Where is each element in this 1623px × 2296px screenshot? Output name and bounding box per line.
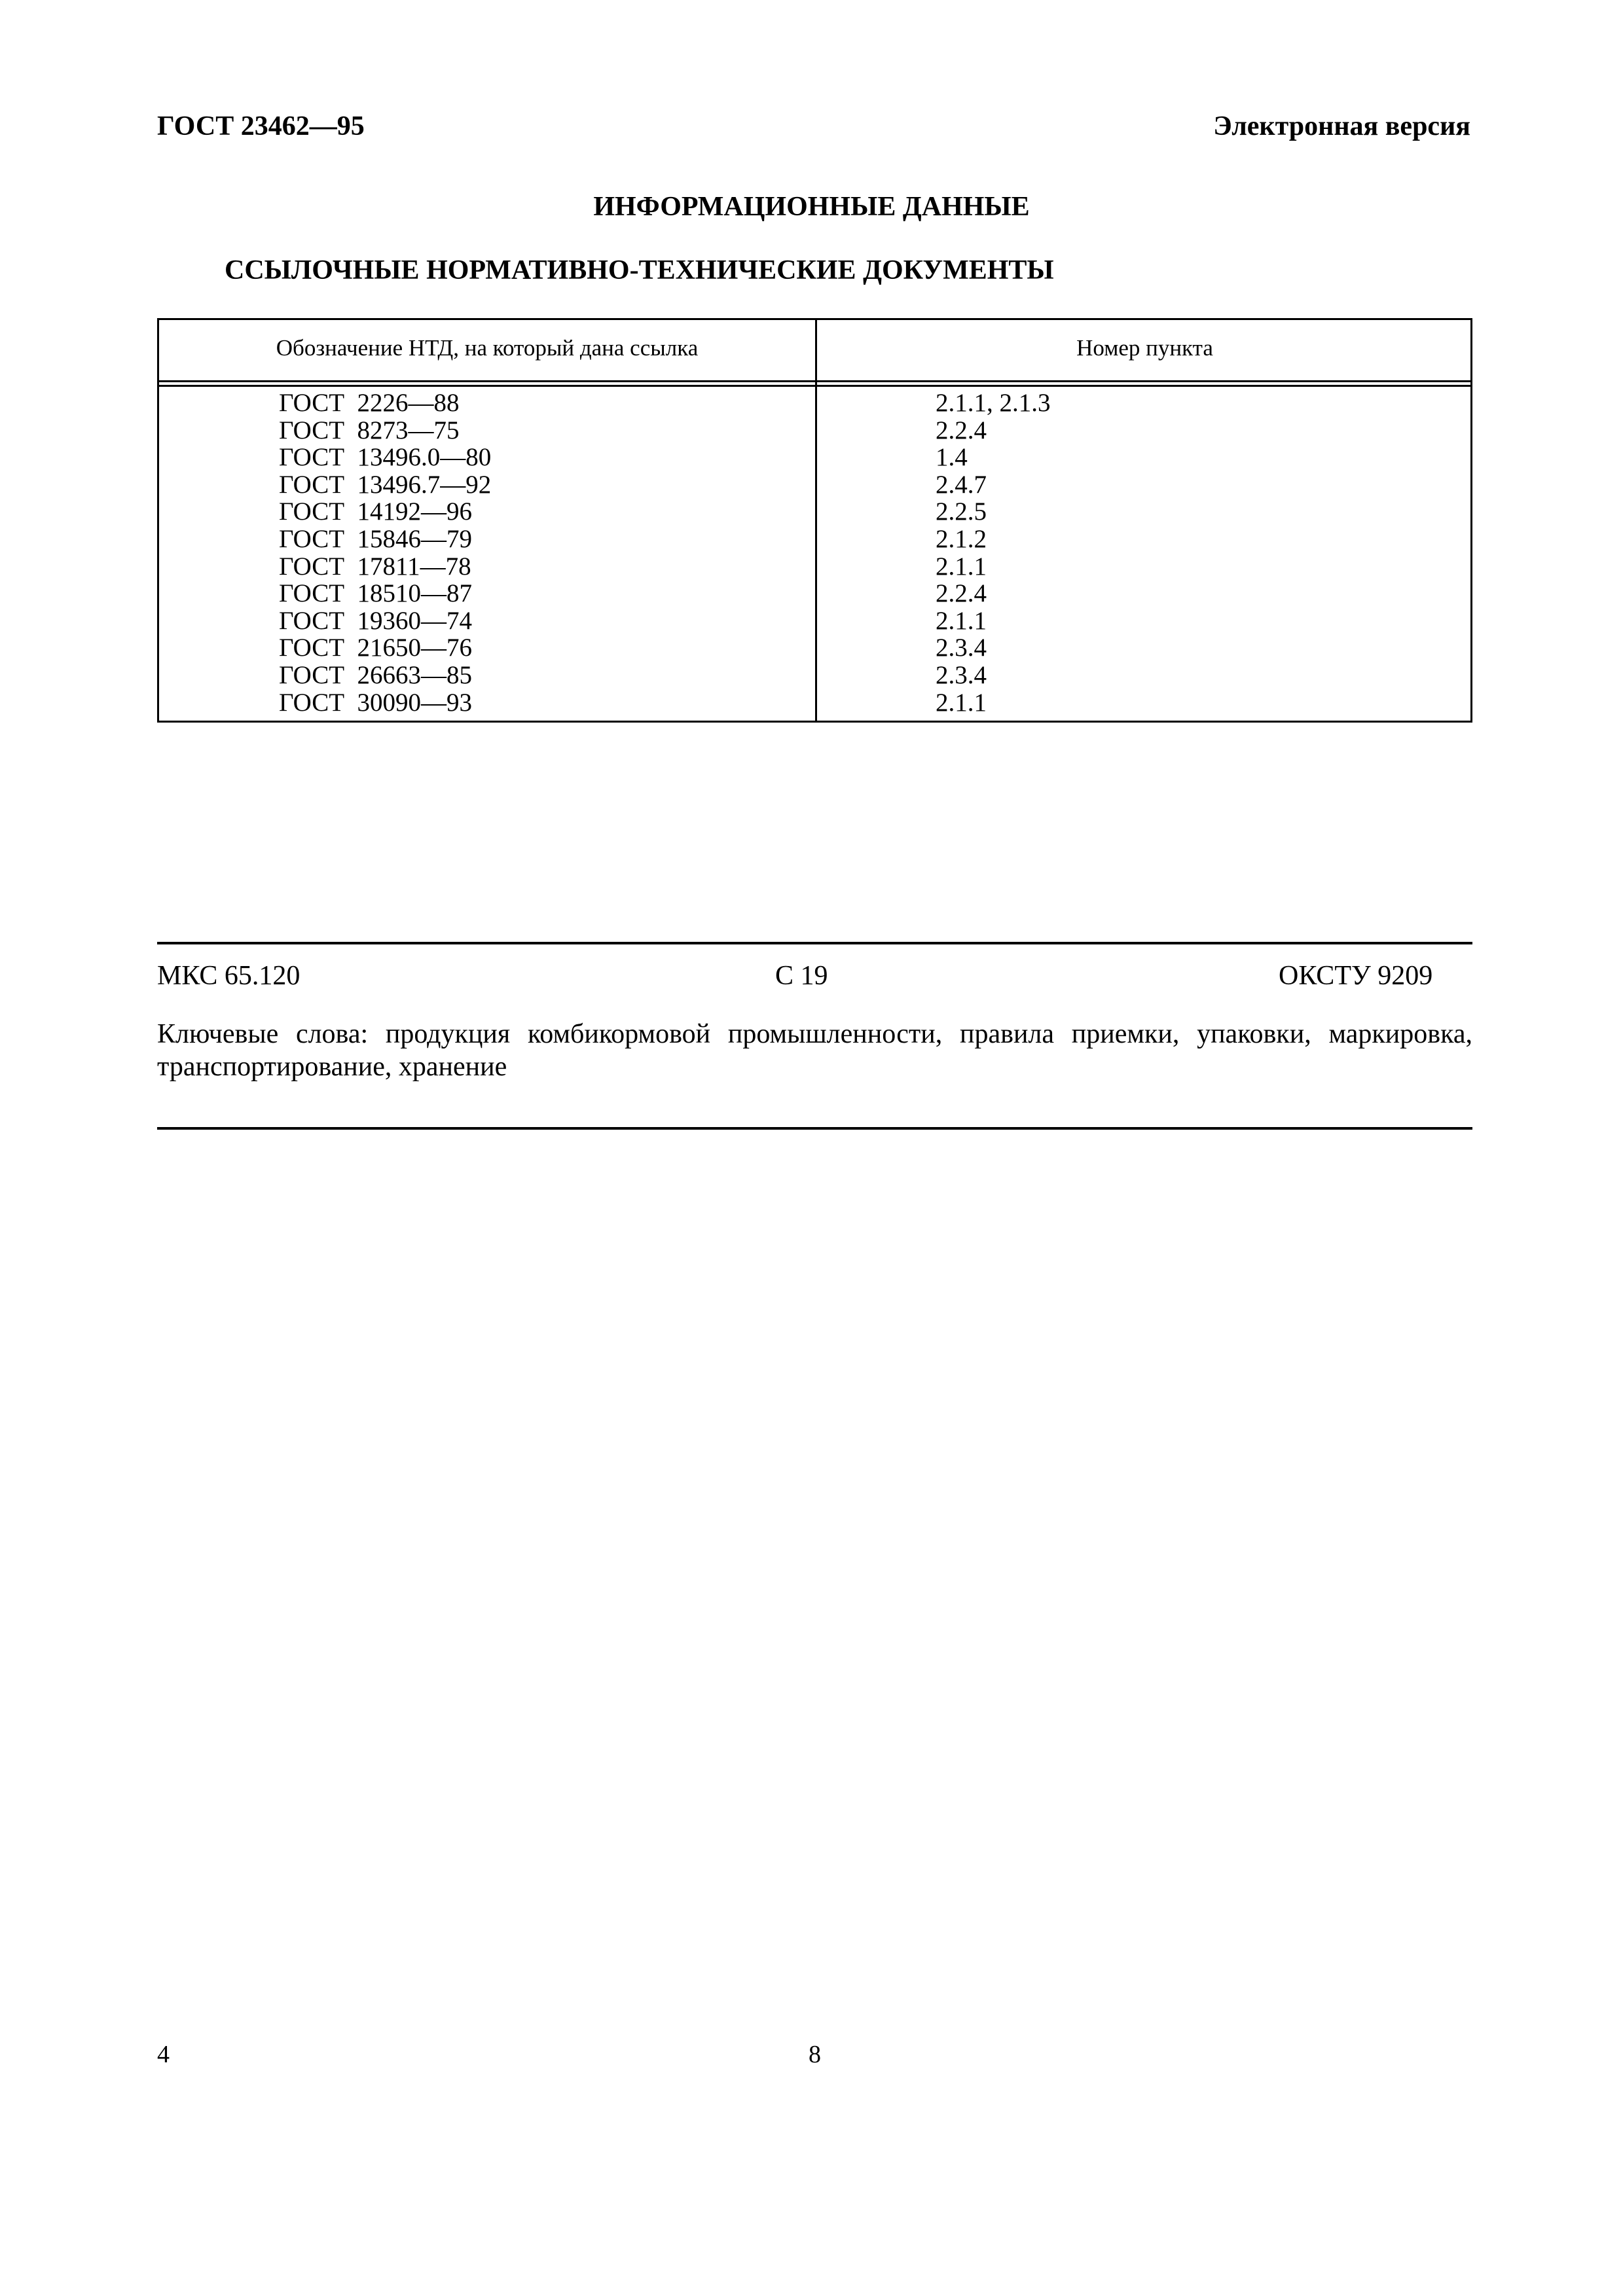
column-header-clause: Номер пункта: [1076, 335, 1213, 361]
clause-number: 2.1.1: [936, 606, 987, 635]
group-code: С 19: [775, 961, 828, 991]
clause-number: 2.4.7: [936, 470, 987, 499]
clause-number: 2.1.1, 2.1.3: [936, 389, 1051, 417]
document-designation: ГОСТ 19360—74: [279, 606, 473, 635]
footer-left-number: 4: [157, 2041, 170, 2068]
document-designation: ГОСТ 21650—76: [279, 634, 473, 662]
document-designation: ГОСТ 2226—88: [279, 389, 460, 417]
okstu-code: ОКСТУ 9209: [1279, 961, 1433, 991]
clause-number: 2.3.4: [936, 660, 987, 689]
clause-number: 2.2.5: [936, 497, 987, 526]
document-designation: ГОСТ 13496.7—92: [279, 470, 492, 499]
divider-bottom: [157, 1127, 1472, 1130]
document-designation: ГОСТ 14192—96: [279, 497, 473, 526]
document-designation: ГОСТ 17811—78: [279, 552, 471, 581]
version-label: Электронная версия: [1213, 111, 1470, 141]
clause-number: 2.2.4: [936, 416, 987, 444]
section-title: ИНФОРМАЦИОННЫЕ ДАННЫЕ: [593, 192, 1030, 222]
document-designation: ГОСТ 13496.0—80: [279, 443, 492, 472]
keywords: Ключевые слова: продукция комбикормовой промышленности, правила приемки, упаковки, маркировка, транспортирование, хранение: [157, 1019, 1472, 1082]
page-number: 8: [809, 2041, 821, 2068]
document-list: [279, 389, 491, 716]
mks-code: МКС 65.120: [157, 961, 301, 991]
document-designation: ГОСТ 18510—87: [279, 579, 473, 608]
clause-list: [936, 389, 1051, 716]
header-rule: [159, 380, 1470, 382]
clause-number: 2.2.4: [936, 579, 987, 608]
divider-top: [157, 942, 1472, 944]
clause-number: 2.3.4: [936, 634, 987, 662]
document-designation: ГОСТ 30090—93: [279, 688, 473, 717]
document-designation: ГОСТ 26663—85: [279, 660, 473, 689]
clause-number: 2.1.1: [936, 688, 987, 717]
document-code: ГОСТ 23462—95: [157, 111, 365, 141]
subsection-title: ССЫЛОЧНЫЕ НОРМАТИВНО-ТЕХНИЧЕСКИЕ ДОКУМЕНТЫ: [225, 255, 1054, 285]
document-designation: ГОСТ 8273—75: [279, 416, 460, 444]
clause-number: 2.1.2: [936, 524, 987, 553]
document-designation: ГОСТ 15846—79: [279, 524, 473, 553]
header-rule-double: [159, 385, 1470, 387]
clause-number: 2.1.1: [936, 552, 987, 581]
reference-table: [157, 318, 1472, 723]
column-header-document: Обозначение НТД, на который дана ссылка: [276, 335, 699, 361]
clause-number: 1.4: [936, 443, 968, 472]
